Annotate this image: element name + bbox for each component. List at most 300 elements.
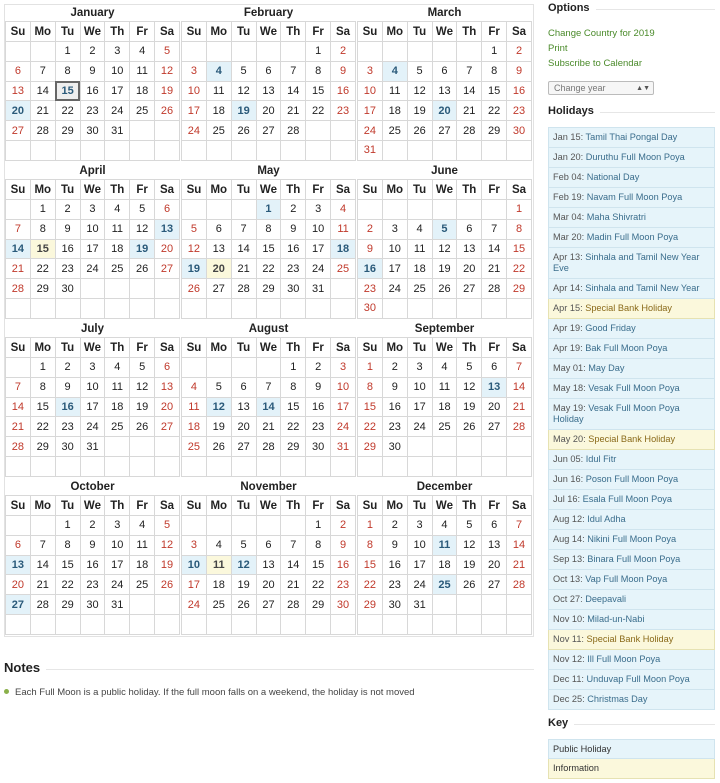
day-cell[interactable]: 27: [256, 121, 281, 141]
day-cell[interactable]: 1: [507, 200, 532, 220]
day-cell[interactable]: 7: [507, 516, 532, 536]
day-cell[interactable]: 6: [482, 358, 507, 378]
day-cell[interactable]: 29: [358, 437, 383, 457]
day-cell[interactable]: 29: [30, 437, 55, 457]
day-cell[interactable]: 1: [358, 358, 383, 378]
day-cell[interactable]: 25: [432, 417, 457, 437]
day-cell[interactable]: 10: [80, 377, 105, 397]
holiday-name[interactable]: Poson Full Moon Poya: [585, 474, 679, 484]
day-cell[interactable]: 21: [30, 101, 55, 121]
day-cell[interactable]: 9: [358, 239, 383, 259]
day-cell[interactable]: 6: [231, 377, 256, 397]
day-cell[interactable]: 25: [331, 259, 356, 279]
day-cell[interactable]: 10: [306, 219, 331, 239]
day-cell[interactable]: 15: [281, 397, 306, 417]
day-cell[interactable]: 10: [382, 239, 407, 259]
day-cell[interactable]: 21: [256, 417, 281, 437]
day-cell[interactable]: 6: [482, 516, 507, 536]
day-cell[interactable]: 14: [30, 555, 55, 575]
day-cell[interactable]: 27: [482, 575, 507, 595]
day-cell[interactable]: 8: [30, 219, 55, 239]
holiday-item[interactable]: [548, 359, 715, 379]
day-cell[interactable]: 15: [358, 555, 383, 575]
day-cell[interactable]: 14: [6, 397, 31, 417]
change-country-link[interactable]: Change Country for 2019: [548, 28, 655, 39]
day-cell[interactable]: 7: [30, 535, 55, 555]
day-cell[interactable]: 4: [331, 200, 356, 220]
day-cell[interactable]: 28: [507, 575, 532, 595]
day-cell[interactable]: 7: [6, 219, 31, 239]
day-cell[interactable]: 24: [382, 279, 407, 299]
day-cell[interactable]: 7: [281, 61, 306, 81]
day-cell[interactable]: 26: [206, 437, 231, 457]
day-cell[interactable]: 8: [30, 377, 55, 397]
day-cell[interactable]: 10: [80, 219, 105, 239]
day-cell[interactable]: 2: [331, 516, 356, 536]
day-cell[interactable]: 30: [80, 121, 105, 141]
day-cell[interactable]: 11: [206, 81, 231, 101]
day-cell[interactable]: 31: [105, 121, 130, 141]
holiday-item[interactable]: [548, 188, 715, 208]
day-cell[interactable]: 17: [182, 575, 207, 595]
day-cell[interactable]: 10: [182, 555, 207, 575]
holiday-item[interactable]: [548, 530, 715, 550]
day-cell[interactable]: 8: [306, 535, 331, 555]
day-cell[interactable]: 3: [358, 61, 383, 81]
day-cell[interactable]: 11: [432, 535, 457, 555]
day-cell[interactable]: 13: [256, 555, 281, 575]
day-cell[interactable]: 22: [358, 417, 383, 437]
day-cell[interactable]: 27: [155, 417, 180, 437]
day-cell[interactable]: 23: [306, 417, 331, 437]
day-cell[interactable]: 17: [382, 259, 407, 279]
day-cell[interactable]: 22: [281, 417, 306, 437]
day-cell[interactable]: 20: [457, 259, 482, 279]
day-cell[interactable]: 5: [231, 61, 256, 81]
day-cell[interactable]: 20: [231, 417, 256, 437]
day-cell[interactable]: 4: [432, 358, 457, 378]
day-cell[interactable]: 4: [130, 42, 155, 62]
day-cell[interactable]: 4: [432, 516, 457, 536]
day-cell[interactable]: 14: [507, 535, 532, 555]
day-cell[interactable]: 16: [331, 81, 356, 101]
day-cell[interactable]: 1: [30, 358, 55, 378]
day-cell[interactable]: 3: [306, 200, 331, 220]
day-cell[interactable]: 12: [155, 535, 180, 555]
day-cell[interactable]: 14: [256, 397, 281, 417]
holiday-name[interactable]: Duruthu Full Moon Poya: [585, 152, 685, 162]
day-cell[interactable]: 12: [182, 239, 207, 259]
day-cell[interactable]: 17: [331, 397, 356, 417]
day-cell[interactable]: 20: [6, 575, 31, 595]
day-cell[interactable]: 14: [231, 239, 256, 259]
day-cell[interactable]: 29: [306, 595, 331, 615]
holiday-name[interactable]: Idul Adha: [587, 514, 626, 524]
day-cell[interactable]: 14: [30, 81, 55, 101]
day-cell[interactable]: 15: [482, 81, 507, 101]
day-cell[interactable]: 12: [407, 81, 432, 101]
day-cell[interactable]: 10: [358, 81, 383, 101]
day-cell[interactable]: 15: [55, 81, 80, 101]
holiday-name[interactable]: Idul Fitr: [585, 454, 617, 464]
subscribe-link[interactable]: Subscribe to Calendar: [548, 58, 642, 69]
day-cell[interactable]: 23: [55, 417, 80, 437]
day-cell[interactable]: 24: [80, 417, 105, 437]
day-cell[interactable]: 16: [382, 555, 407, 575]
day-cell[interactable]: 2: [331, 42, 356, 62]
day-cell[interactable]: 31: [306, 279, 331, 299]
day-cell[interactable]: 16: [331, 555, 356, 575]
day-cell[interactable]: 2: [382, 516, 407, 536]
day-cell[interactable]: 19: [407, 101, 432, 121]
day-cell[interactable]: 25: [206, 595, 231, 615]
day-cell[interactable]: 3: [105, 516, 130, 536]
day-cell[interactable]: 17: [105, 81, 130, 101]
day-cell[interactable]: 9: [331, 535, 356, 555]
day-cell[interactable]: 28: [507, 417, 532, 437]
day-cell[interactable]: 14: [507, 377, 532, 397]
holiday-name[interactable]: Unduvap Full Moon Poya: [586, 674, 690, 684]
day-cell[interactable]: 15: [30, 239, 55, 259]
day-cell[interactable]: 1: [306, 516, 331, 536]
day-cell[interactable]: 27: [231, 437, 256, 457]
day-cell[interactable]: 7: [281, 535, 306, 555]
day-cell[interactable]: 18: [331, 239, 356, 259]
day-cell[interactable]: 21: [482, 259, 507, 279]
day-cell[interactable]: 16: [306, 397, 331, 417]
day-cell[interactable]: 20: [155, 239, 180, 259]
day-cell[interactable]: 28: [231, 279, 256, 299]
day-cell[interactable]: 2: [281, 200, 306, 220]
day-cell[interactable]: 28: [256, 437, 281, 457]
holiday-name[interactable]: Tamil Thai Pongal Day: [585, 132, 678, 142]
day-cell[interactable]: 24: [182, 121, 207, 141]
day-cell[interactable]: 9: [55, 219, 80, 239]
day-cell[interactable]: 26: [457, 417, 482, 437]
day-cell[interactable]: 7: [507, 358, 532, 378]
day-cell[interactable]: 13: [231, 397, 256, 417]
day-cell[interactable]: 21: [281, 575, 306, 595]
day-cell[interactable]: 10: [407, 377, 432, 397]
day-cell[interactable]: 3: [382, 219, 407, 239]
day-cell[interactable]: 8: [306, 61, 331, 81]
day-cell[interactable]: 9: [382, 377, 407, 397]
holiday-name[interactable]: Maha Shivratri: [586, 212, 646, 222]
day-cell[interactable]: 26: [407, 121, 432, 141]
day-cell[interactable]: 19: [432, 259, 457, 279]
holiday-name[interactable]: Milad-un-Nabi: [587, 614, 645, 624]
day-cell[interactable]: 28: [6, 437, 31, 457]
holiday-name[interactable]: Special Bank Holiday: [585, 303, 673, 313]
holiday-name[interactable]: Navam Full Moon Poya: [586, 192, 683, 202]
day-cell[interactable]: 10: [105, 61, 130, 81]
change-year-select[interactable]: [548, 81, 654, 95]
day-cell[interactable]: 5: [155, 516, 180, 536]
day-cell[interactable]: 3: [407, 516, 432, 536]
day-cell[interactable]: 7: [231, 219, 256, 239]
day-cell[interactable]: 13: [457, 239, 482, 259]
day-cell[interactable]: 17: [105, 555, 130, 575]
holiday-item[interactable]: [548, 279, 715, 299]
print-link[interactable]: Print: [548, 43, 568, 54]
day-cell[interactable]: 2: [55, 358, 80, 378]
day-cell[interactable]: 9: [281, 219, 306, 239]
holiday-item[interactable]: [548, 430, 715, 450]
day-cell[interactable]: 24: [358, 121, 383, 141]
day-cell[interactable]: 18: [130, 555, 155, 575]
day-cell[interactable]: 22: [358, 575, 383, 595]
day-cell[interactable]: 31: [80, 437, 105, 457]
day-cell[interactable]: 24: [306, 259, 331, 279]
day-cell[interactable]: 30: [507, 121, 532, 141]
day-cell[interactable]: 9: [507, 61, 532, 81]
day-cell[interactable]: 11: [206, 555, 231, 575]
holiday-name[interactable]: May Day: [588, 363, 625, 373]
day-cell[interactable]: 18: [206, 101, 231, 121]
day-cell[interactable]: 13: [432, 81, 457, 101]
day-cell[interactable]: 24: [80, 259, 105, 279]
holiday-item[interactable]: [548, 127, 715, 148]
holiday-item[interactable]: [548, 590, 715, 610]
day-cell[interactable]: 23: [281, 259, 306, 279]
day-cell[interactable]: 18: [105, 397, 130, 417]
day-cell[interactable]: 20: [206, 259, 231, 279]
day-cell[interactable]: 7: [30, 61, 55, 81]
day-cell[interactable]: 29: [358, 595, 383, 615]
day-cell[interactable]: 13: [256, 81, 281, 101]
day-cell[interactable]: 28: [281, 595, 306, 615]
day-cell[interactable]: 30: [55, 279, 80, 299]
holiday-name[interactable]: Sinhala and Tamil New Year Eve: [553, 252, 700, 273]
day-cell[interactable]: 1: [358, 516, 383, 536]
day-cell[interactable]: 28: [6, 279, 31, 299]
day-cell[interactable]: 21: [6, 259, 31, 279]
day-cell[interactable]: 6: [206, 219, 231, 239]
day-cell[interactable]: 9: [382, 535, 407, 555]
day-cell[interactable]: 12: [457, 377, 482, 397]
holiday-item[interactable]: [548, 670, 715, 690]
day-cell[interactable]: 13: [6, 81, 31, 101]
day-cell[interactable]: 26: [182, 279, 207, 299]
holiday-item[interactable]: [548, 319, 715, 339]
day-cell[interactable]: 23: [80, 575, 105, 595]
day-cell[interactable]: 2: [358, 219, 383, 239]
holiday-item[interactable]: [548, 470, 715, 490]
holiday-item[interactable]: [548, 650, 715, 670]
day-cell[interactable]: 29: [30, 279, 55, 299]
day-cell[interactable]: 16: [358, 259, 383, 279]
day-cell[interactable]: 8: [256, 219, 281, 239]
day-cell[interactable]: 6: [6, 61, 31, 81]
day-cell[interactable]: 3: [80, 358, 105, 378]
day-cell[interactable]: 9: [306, 377, 331, 397]
day-cell[interactable]: 5: [182, 219, 207, 239]
day-cell[interactable]: 6: [6, 535, 31, 555]
day-cell[interactable]: 14: [281, 81, 306, 101]
day-cell[interactable]: 29: [256, 279, 281, 299]
day-cell[interactable]: 21: [231, 259, 256, 279]
day-cell[interactable]: 8: [55, 61, 80, 81]
day-cell[interactable]: 26: [432, 279, 457, 299]
day-cell[interactable]: 11: [331, 219, 356, 239]
day-cell[interactable]: 20: [256, 101, 281, 121]
day-cell[interactable]: 7: [6, 377, 31, 397]
day-cell[interactable]: 17: [80, 239, 105, 259]
holiday-name[interactable]: Madin Full Moon Poya: [586, 232, 679, 242]
day-cell[interactable]: 28: [457, 121, 482, 141]
holiday-item[interactable]: [548, 379, 715, 399]
day-cell[interactable]: 25: [407, 279, 432, 299]
day-cell[interactable]: 17: [182, 101, 207, 121]
day-cell[interactable]: 8: [281, 377, 306, 397]
day-cell[interactable]: 6: [432, 61, 457, 81]
day-cell[interactable]: 16: [55, 397, 80, 417]
day-cell[interactable]: 27: [256, 595, 281, 615]
day-cell[interactable]: 22: [306, 575, 331, 595]
day-cell[interactable]: 20: [432, 101, 457, 121]
holiday-item[interactable]: [548, 339, 715, 359]
day-cell[interactable]: 28: [30, 595, 55, 615]
day-cell[interactable]: 22: [482, 101, 507, 121]
day-cell[interactable]: 30: [331, 595, 356, 615]
day-cell[interactable]: 6: [256, 535, 281, 555]
day-cell[interactable]: 21: [457, 101, 482, 121]
day-cell[interactable]: 23: [331, 101, 356, 121]
day-cell[interactable]: 4: [182, 377, 207, 397]
day-cell[interactable]: 4: [105, 200, 130, 220]
day-cell[interactable]: 25: [182, 437, 207, 457]
day-cell[interactable]: 3: [182, 61, 207, 81]
day-cell[interactable]: 17: [80, 397, 105, 417]
day-cell[interactable]: 22: [306, 101, 331, 121]
day-cell[interactable]: 11: [382, 81, 407, 101]
day-cell[interactable]: 19: [231, 575, 256, 595]
day-cell[interactable]: 17: [358, 101, 383, 121]
day-cell[interactable]: 27: [206, 279, 231, 299]
day-cell[interactable]: 29: [55, 121, 80, 141]
day-cell[interactable]: 8: [358, 535, 383, 555]
day-cell[interactable]: 4: [407, 219, 432, 239]
day-cell[interactable]: 22: [55, 575, 80, 595]
day-cell[interactable]: 1: [306, 42, 331, 62]
day-cell[interactable]: 14: [281, 555, 306, 575]
day-cell[interactable]: 15: [507, 239, 532, 259]
day-cell[interactable]: 18: [105, 239, 130, 259]
day-cell[interactable]: 16: [55, 239, 80, 259]
day-cell[interactable]: 1: [55, 42, 80, 62]
day-cell[interactable]: 8: [55, 535, 80, 555]
day-cell[interactable]: 29: [55, 595, 80, 615]
day-cell[interactable]: 5: [155, 42, 180, 62]
day-cell[interactable]: 15: [358, 397, 383, 417]
day-cell[interactable]: 19: [130, 397, 155, 417]
day-cell[interactable]: 23: [507, 101, 532, 121]
holiday-name[interactable]: Christmas Day: [587, 694, 648, 704]
day-cell[interactable]: 29: [482, 121, 507, 141]
holiday-name[interactable]: Special Bank Holiday: [586, 634, 674, 644]
day-cell[interactable]: 27: [457, 279, 482, 299]
day-cell[interactable]: 3: [407, 358, 432, 378]
day-cell[interactable]: 26: [231, 595, 256, 615]
day-cell[interactable]: 23: [55, 259, 80, 279]
day-cell[interactable]: 5: [457, 358, 482, 378]
day-cell[interactable]: 5: [407, 61, 432, 81]
day-cell[interactable]: 20: [482, 555, 507, 575]
holiday-item[interactable]: [548, 570, 715, 590]
day-cell[interactable]: 29: [281, 437, 306, 457]
day-cell[interactable]: 24: [182, 595, 207, 615]
day-cell[interactable]: 4: [130, 516, 155, 536]
day-cell[interactable]: 25: [382, 121, 407, 141]
day-cell[interactable]: 26: [130, 417, 155, 437]
day-cell[interactable]: 21: [507, 555, 532, 575]
day-cell[interactable]: 11: [105, 219, 130, 239]
day-cell[interactable]: 13: [155, 219, 180, 239]
day-cell[interactable]: 21: [281, 101, 306, 121]
day-cell[interactable]: 1: [30, 200, 55, 220]
day-cell[interactable]: 17: [407, 397, 432, 417]
day-cell[interactable]: 5: [130, 358, 155, 378]
day-cell[interactable]: 7: [256, 377, 281, 397]
day-cell[interactable]: 30: [382, 595, 407, 615]
day-cell[interactable]: 19: [155, 81, 180, 101]
holiday-item[interactable]: [548, 208, 715, 228]
day-cell[interactable]: 19: [457, 555, 482, 575]
day-cell[interactable]: 28: [281, 121, 306, 141]
holiday-name[interactable]: Special Bank Holiday: [588, 434, 676, 444]
holiday-item[interactable]: [548, 550, 715, 570]
day-cell[interactable]: 8: [482, 61, 507, 81]
day-cell[interactable]: 9: [80, 535, 105, 555]
day-cell[interactable]: 5: [432, 219, 457, 239]
day-cell[interactable]: 13: [155, 377, 180, 397]
day-cell[interactable]: 1: [256, 200, 281, 220]
day-cell[interactable]: 2: [507, 42, 532, 62]
day-cell[interactable]: 15: [55, 555, 80, 575]
holiday-name[interactable]: Nikini Full Moon Poya: [587, 534, 677, 544]
day-cell[interactable]: 22: [256, 259, 281, 279]
holiday-name[interactable]: Deepavali: [585, 594, 627, 604]
day-cell[interactable]: 3: [80, 200, 105, 220]
day-cell[interactable]: 27: [6, 595, 31, 615]
day-cell[interactable]: 30: [55, 437, 80, 457]
day-cell[interactable]: 12: [457, 535, 482, 555]
holiday-item[interactable]: [548, 228, 715, 248]
day-cell[interactable]: 12: [231, 555, 256, 575]
day-cell[interactable]: 31: [105, 595, 130, 615]
day-cell[interactable]: 30: [281, 279, 306, 299]
day-cell[interactable]: 19: [155, 555, 180, 575]
holiday-item[interactable]: [548, 490, 715, 510]
day-cell[interactable]: 26: [130, 259, 155, 279]
day-cell[interactable]: 23: [331, 575, 356, 595]
day-cell[interactable]: 7: [482, 219, 507, 239]
day-cell[interactable]: 26: [457, 575, 482, 595]
day-cell[interactable]: 26: [155, 101, 180, 121]
day-cell[interactable]: 21: [507, 397, 532, 417]
day-cell[interactable]: 24: [105, 101, 130, 121]
day-cell[interactable]: 11: [407, 239, 432, 259]
day-cell[interactable]: 24: [407, 575, 432, 595]
day-cell[interactable]: 25: [130, 575, 155, 595]
day-cell[interactable]: 10: [182, 81, 207, 101]
day-cell[interactable]: 4: [206, 535, 231, 555]
holiday-item[interactable]: [548, 168, 715, 188]
day-cell[interactable]: 18: [432, 397, 457, 417]
holiday-name[interactable]: Vesak Full Moon Poya: [588, 383, 680, 393]
day-cell[interactable]: 16: [281, 239, 306, 259]
day-cell[interactable]: 1: [482, 42, 507, 62]
